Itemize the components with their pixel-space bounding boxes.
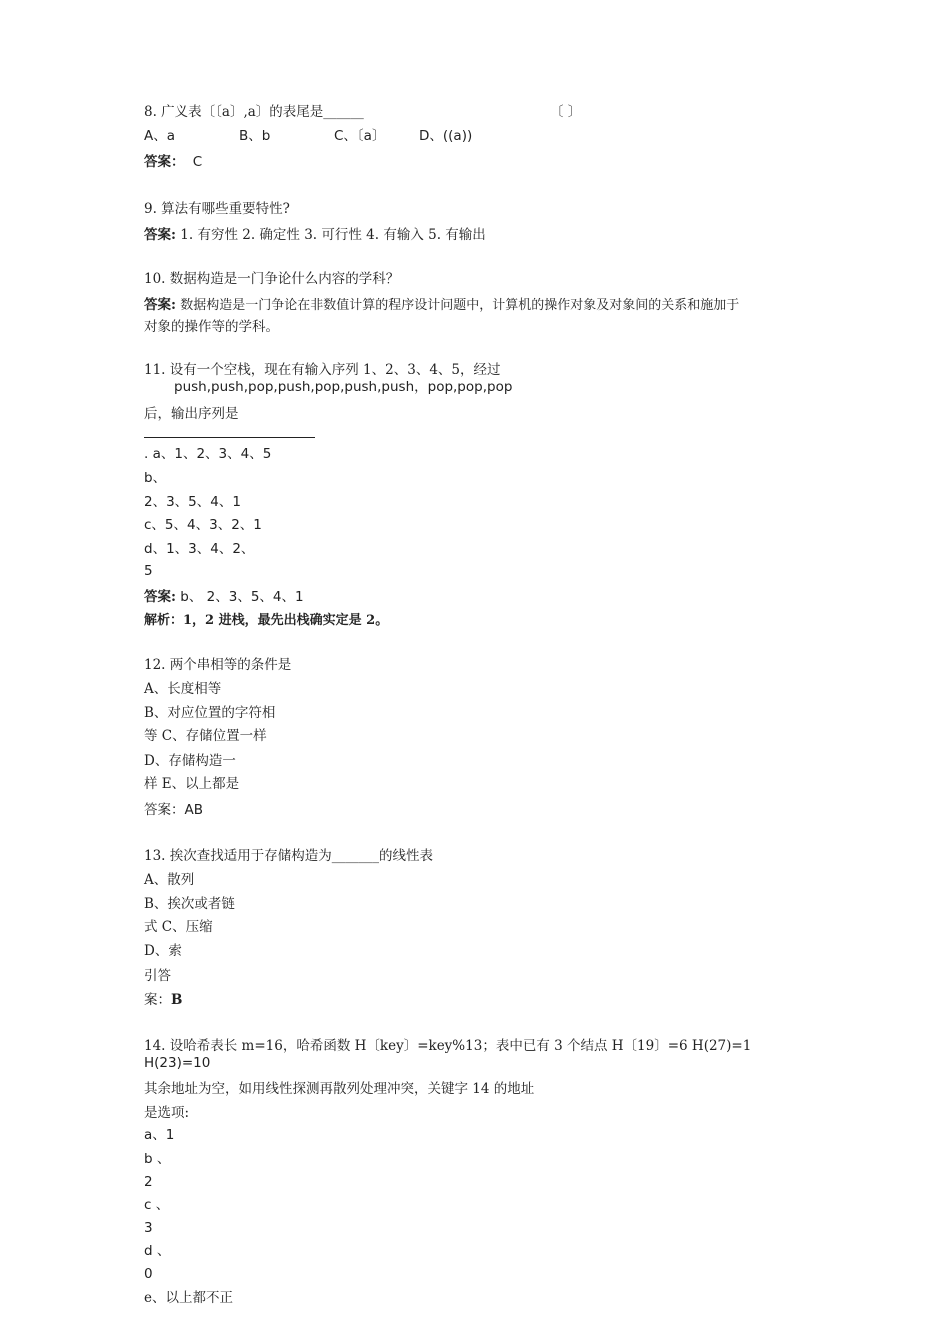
q12-line-b: B、对应位置的字符相 (144, 705, 276, 721)
q12-line-c: 等 C、存储位置一样 (144, 728, 267, 744)
q13-answer (144, 991, 182, 1009)
q9-answer-value: 1. 有穷性 2. 确定性 3. 可行性 4. 有输入 5. 有输出 (180, 227, 486, 243)
q14-option-a: a、1 (144, 1127, 175, 1143)
q14-option-d-value: 0 (144, 1266, 153, 1282)
q12-line-a: A、长度相等 (144, 681, 222, 697)
q14-option-c: c 、 (144, 1197, 170, 1213)
q14-question-line2: H(23)=10 (144, 1055, 211, 1071)
q9-answer (144, 226, 486, 244)
q10-answer-line2: 对象的操作等的学科。 (144, 319, 279, 335)
q11-answer-value: b、 2、3、5、4、1 (180, 589, 304, 605)
q10-question: 10. 数据构造是一门争论什么内容的学科？ (144, 271, 400, 287)
q8-answer (144, 153, 202, 171)
q8-option-b: B、b (239, 128, 271, 144)
q13-line-a: A、散列 (144, 872, 195, 888)
q10-answer-label: 答案: (144, 297, 176, 313)
q13-answer-value: B (171, 992, 183, 1008)
q13-line-b: B、挨次或者链 (144, 896, 235, 912)
q8-option-a: A、a (144, 128, 176, 144)
q10-answer (144, 296, 739, 315)
q14-option-e: e、以上都不正 (144, 1290, 233, 1306)
q8-answer-value: C (192, 154, 203, 170)
q11-answer (144, 588, 304, 606)
q13-line-e: 引答 (144, 968, 171, 984)
q11-analysis: 解析：1，2 进栈，最先出栈确实定是 2。 (144, 613, 389, 628)
q14-question-line3: 其余地址为空，如用线性探测再散列处理冲突，关键字 14 的地址 (144, 1081, 535, 1097)
q8-option-d: D、((a)) (419, 128, 473, 144)
q8-answer-bracket: 〔 〕 (550, 104, 582, 120)
q14-question-line1: 14. 设哈希表长 m=16，哈希函数 H〔key〕=key%13；表中已有 3 个结点 H〔19〕=6 H(27)=1 (144, 1038, 752, 1054)
q14-option-b: b 、 (144, 1151, 171, 1167)
q11-option-d-tail: 5 (144, 563, 153, 579)
q13-question: 13. 挨次查找适用于存储构造为_______的线性表 (144, 848, 434, 864)
q11-option-d: d、1、3、4、2、 (144, 541, 255, 557)
q9-question: 9. 算法有哪些重要特性? (144, 201, 290, 217)
q14-option-c-value: 3 (144, 1220, 153, 1236)
q8-answer-label: 答案： (144, 154, 185, 170)
q11-answer-label: 答案: (144, 589, 176, 605)
q14-option-b-value: 2 (144, 1174, 153, 1190)
q12-question: 12. 两个串相等的条件是 (144, 657, 292, 673)
q14-question-line4: 是选项: (144, 1105, 190, 1121)
q11-option-c: c、5、4、3、2、1 (144, 517, 262, 533)
q11-question-line3: 后，输出序列是 (144, 406, 239, 422)
q11-option-b-values: 2、3、5、4、1 (144, 494, 241, 510)
q11-question-line1: 11. 设有一个空栈，现在有输入序列 1、2、3、4、5，经过 (144, 362, 501, 378)
q12-line-d: D、存储构造一 (144, 753, 236, 769)
q9-answer-label: 答案: (144, 227, 176, 243)
q12-answer: 答案：AB (144, 802, 203, 818)
q11-option-b: b、 (144, 470, 167, 486)
q8-question: 8. 广义表〔〔a〕,a〕的表尾是______ (144, 104, 364, 120)
q10-answer-line1: 数据构造是一门争论在非数值计算的程序设计问题中，计算机的操作对象及对象间的关系和施加于 (180, 298, 740, 313)
q8-option-c: C、〔a〕 (334, 128, 386, 144)
q11-option-a: . a、1、2、3、4、5 (144, 446, 272, 462)
q11-answer-blank-line (144, 437, 315, 438)
q13-line-c: 式 C、压缩 (144, 919, 213, 935)
q14-option-d: d 、 (144, 1243, 171, 1259)
q12-line-e: 样 E、以上都是 (144, 776, 240, 792)
q11-question-line2: push,push,pop,push,pop,push,push，pop,pop,pop (174, 379, 513, 395)
q13-line-d: D、索 (144, 943, 182, 959)
q13-answer-prefix: 案： (144, 992, 171, 1008)
